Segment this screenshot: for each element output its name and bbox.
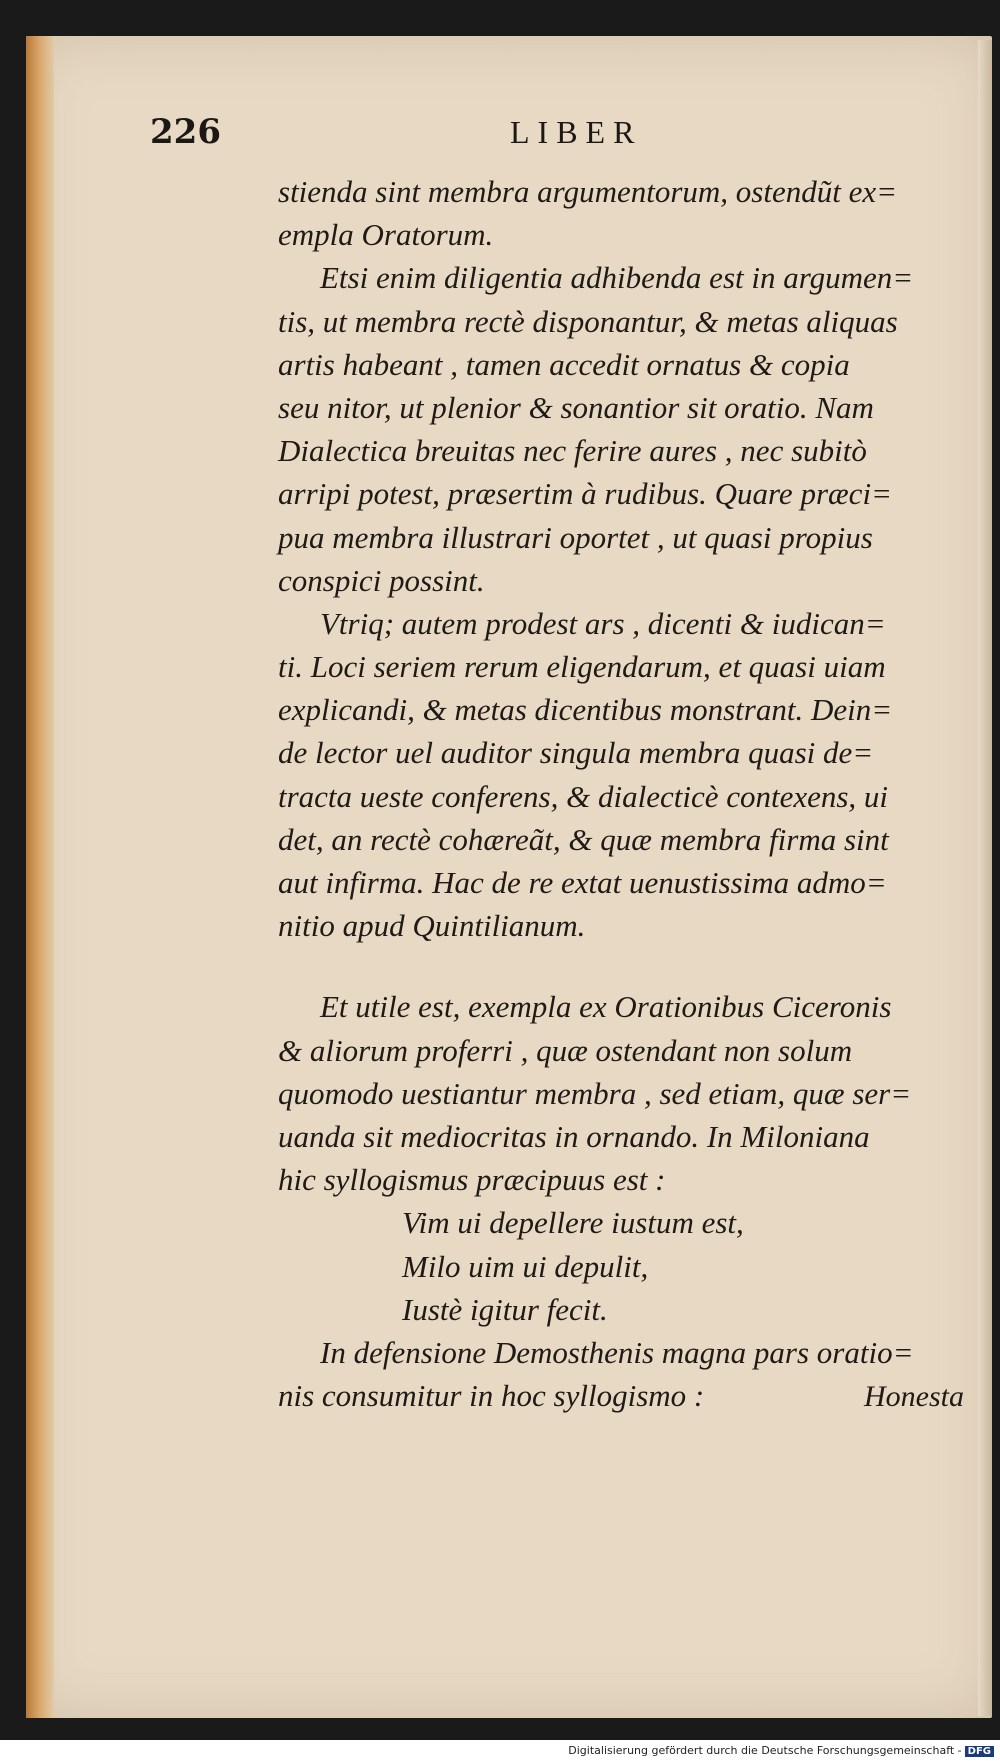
text-line: explicandi, & metas dicentibus monstrant. Dein=: [278, 692, 893, 728]
text-line: Et utile est, exempla ex Orationibus Ciceronis: [320, 989, 892, 1025]
text-line: tracta ueste conferens, & dialecticè contexens, ui: [278, 778, 889, 814]
catchword: Honesta: [864, 1380, 964, 1413]
text-line: tis, ut membra rectè disponantur, & metas aliquas: [278, 303, 898, 339]
text-line: ti. Loci seriem rerum eligendarum, et quasi uiam: [278, 649, 886, 685]
text-line: conspici possint.: [278, 562, 485, 598]
text-line: & aliorum proferri , quæ ostendant non solum: [278, 1032, 853, 1068]
text-line: Vtriq; autem prodest ars , dicenti & iudican=: [320, 605, 886, 641]
text-line: de lector uel auditor singula membra quasi de=: [278, 735, 874, 771]
text-line: stienda sint membra argumentorum, ostendũt ex=: [278, 174, 898, 209]
syllogism-line: Iustè igitur fecit.: [402, 1291, 608, 1327]
credit-text: Digitalisierung gefördert durch die Deutsche Forschungsgemeinschaft -: [568, 1744, 962, 1757]
page-number: 226: [150, 112, 221, 152]
text-line: nitio apud Quintilianum.: [278, 908, 586, 944]
paragraph-gap: [278, 947, 958, 985]
text-line: det, an rectè cohæreãt, & quæ membra firma sint: [278, 821, 889, 857]
text-line: hic syllogismus præcipuus est :: [278, 1162, 666, 1198]
page-header: [150, 112, 940, 162]
text-line: seu nitor, ut plenior & sonantior sit oratio. Nam: [278, 389, 874, 425]
text-line: In defensione Demosthenis magna pars oratio=: [320, 1334, 914, 1370]
text-line: Dialectica breuitas nec ferire aures , nec subitò: [278, 433, 867, 469]
text-line: aut infirma. Hac de re extat uenustissima admo=: [278, 865, 887, 900]
text-line: arripi potest, præsertim à rudibus. Quare præci=: [278, 476, 892, 512]
syllogism-line: Vim ui depellere iustum est,: [402, 1205, 744, 1241]
page-fore-edge: [978, 40, 992, 1716]
text-line: uanda sit mediocritas in ornando. In Miloniana: [278, 1118, 870, 1154]
running-head: LIBER: [510, 114, 643, 150]
text-line: empla Oratorum.: [278, 217, 494, 253]
dfg-logo: DFG: [965, 1746, 994, 1757]
body-text: [278, 170, 958, 1417]
syllogism-line: Milo uim ui depulit,: [402, 1248, 649, 1284]
text-line: pua membra illustrari oportet , ut quasi propius: [278, 519, 873, 555]
text-line: artis habeant , tamen accedit ornatus & copia: [278, 346, 850, 382]
text-line: nis consumitur in hoc syllogismo :: [278, 1378, 705, 1414]
text-line: quomodo uestiantur membra , sed etiam, quæ ser=: [278, 1075, 912, 1111]
page-gutter-edge: [26, 36, 54, 1718]
text-line: Etsi enim diligentia adhibenda est in argumen=: [320, 260, 914, 296]
digitization-credit: [568, 1744, 994, 1757]
